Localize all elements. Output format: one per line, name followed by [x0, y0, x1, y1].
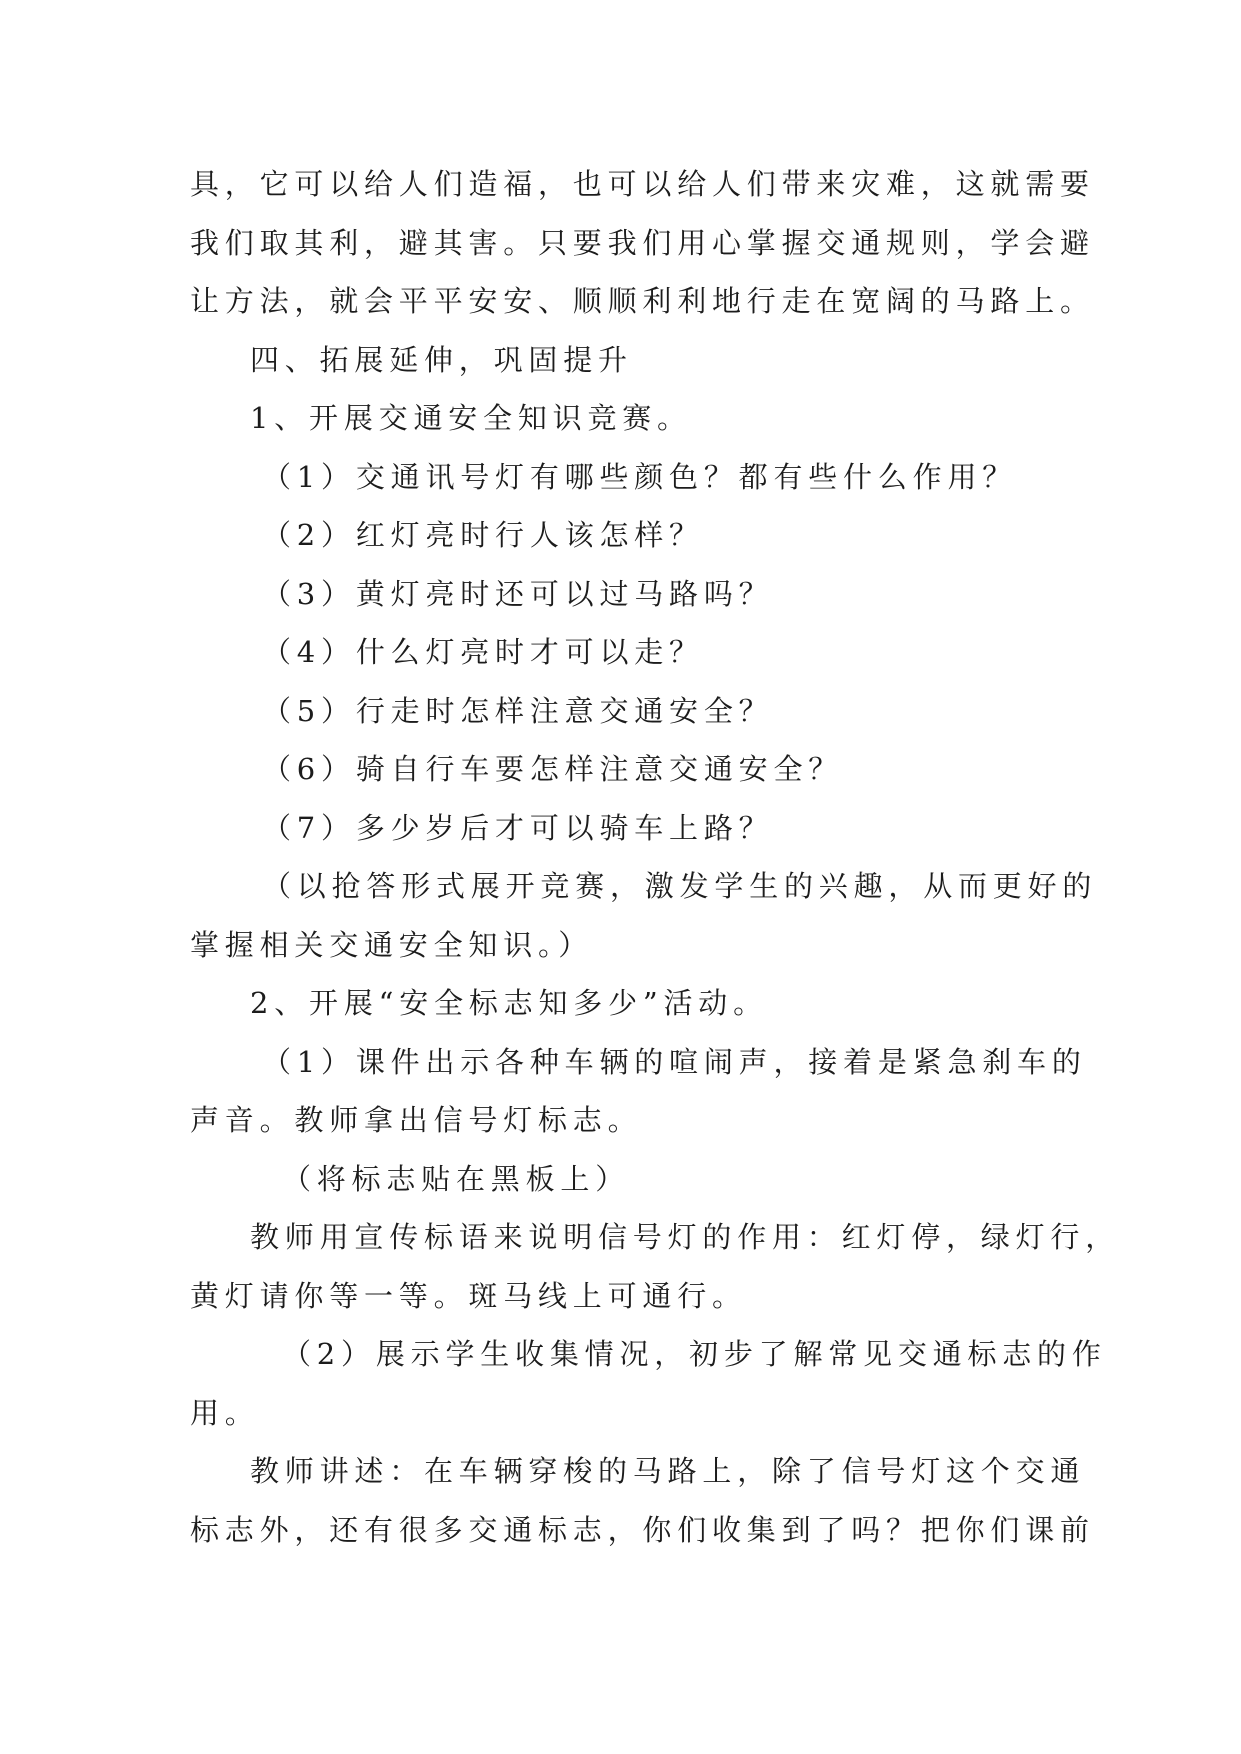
question-item: （6）骑自行车要怎样注意交通安全？ [262, 752, 844, 786]
paragraph-line: 掌握相关交通安全知识。） [190, 928, 594, 962]
paragraph-line: （以抢答形式展开竞赛，激发学生的兴趣，从而更好的 [262, 869, 1098, 903]
question-item: （2）红灯亮时行人该怎样？ [262, 518, 704, 552]
question-item: （7）多少岁后才可以骑车上路？ [262, 811, 774, 845]
paragraph-line: 声音。教师拿出信号灯标志。 [190, 1103, 643, 1137]
question-item: （5）行走时怎样注意交通安全？ [262, 694, 774, 728]
question-item: （1）交通讯号灯有哪些颜色？都有些什么作用？ [262, 460, 1018, 494]
paragraph-line: （将标志贴在黑板上） [282, 1162, 631, 1196]
paragraph-line: 教师讲述：在车辆穿梭的马路上，除了信号灯这个交通 [250, 1454, 1086, 1488]
paragraph-line: 用。 [190, 1396, 260, 1430]
paragraph-line: 我们取其利，避其害。只要我们用心掌握交通规则，学会避 [190, 226, 1095, 260]
paragraph-line: 黄灯请你等一等。斑马线上可通行。 [190, 1279, 747, 1313]
list-heading: 2、开展“安全标志知多少”活动。 [250, 986, 768, 1020]
paragraph-line: 让方法，就会平平安安、顺顺利利地行走在宽阔的马路上。 [190, 284, 1095, 318]
question-item: （4）什么灯亮时才可以走？ [262, 635, 704, 669]
paragraph-line: 教师用宣传标语来说明信号灯的作用：红灯停，绿灯行， [250, 1220, 1121, 1254]
paragraph-line: 具，它可以给人们造福，也可以给人们带来灾难，这就需要 [190, 167, 1095, 201]
question-item: （3）黄灯亮时还可以过马路吗？ [262, 577, 774, 611]
paragraph-line: （2）展示学生收集情况，初步了解常见交通标志的作 [282, 1337, 1107, 1371]
section-heading: 四、拓展延伸，巩固提升 [250, 343, 633, 377]
list-heading: 1、开展交通安全知识竞赛。 [250, 401, 692, 435]
paragraph-line: （1）课件出示各种车辆的喧闹声，接着是紧急刹车的 [262, 1045, 1087, 1079]
paragraph-line: 标志外，还有很多交通标志，你们收集到了吗？把你们课前 [190, 1513, 1095, 1547]
